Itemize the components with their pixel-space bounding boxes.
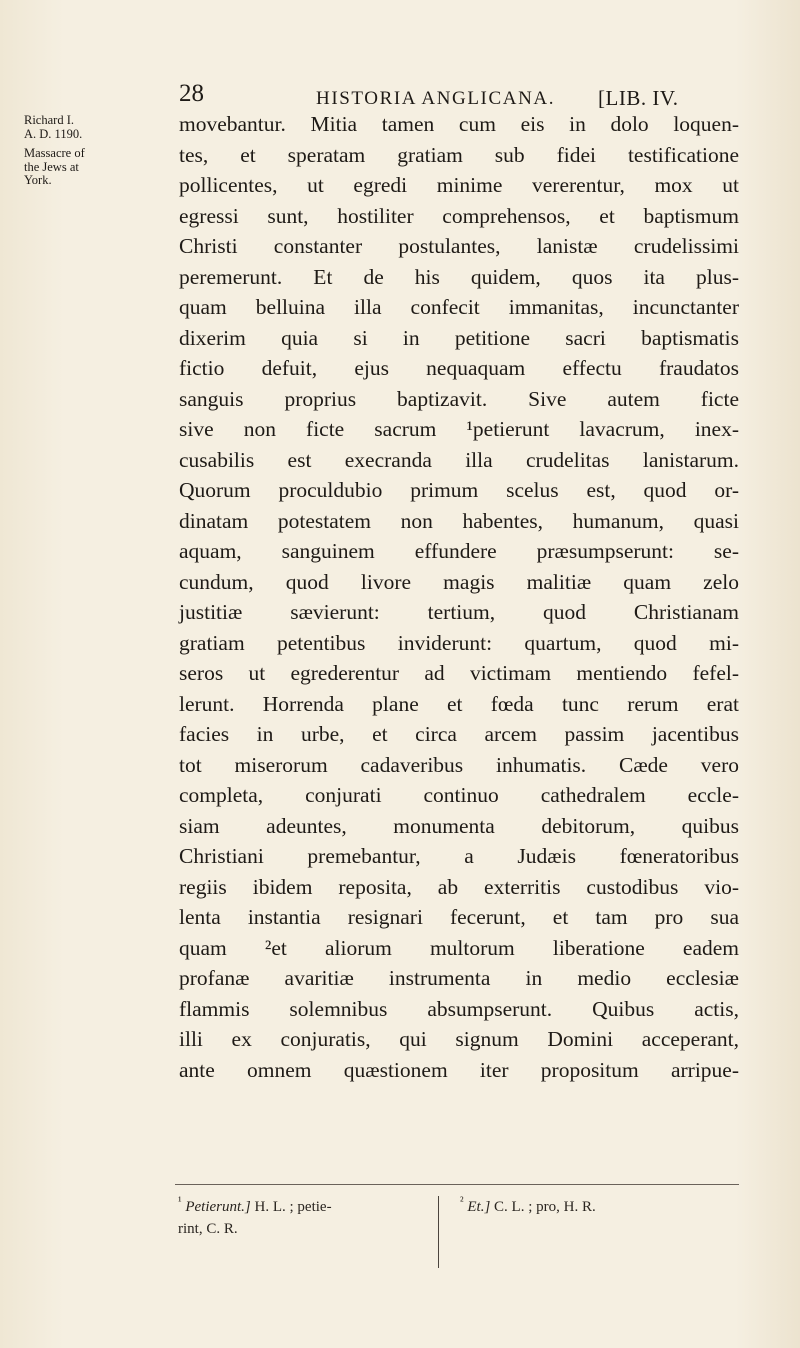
text-line: dinatam potestatem non habentes, humanum, quasi bbox=[179, 508, 739, 533]
footnote-text: C. L. ; pro, H. R. bbox=[490, 1199, 596, 1215]
footnote-marker: ¹ bbox=[178, 1194, 182, 1208]
text-line: egressi sunt, hostiliter comprehensos, et baptismum bbox=[179, 203, 739, 228]
footnote-column-divider bbox=[438, 1196, 439, 1268]
text-line: sive non ficte sacrum ¹petierunt lavacrum, inex- bbox=[179, 417, 739, 441]
text-line: quam ²et aliorum multorum liberatione eadem bbox=[179, 935, 739, 960]
text-line: pollicentes, ut egredi minime vererentur, mox ut bbox=[179, 173, 739, 197]
text-line: lerunt. Horrenda plane et fœda tunc rerum erat bbox=[179, 691, 739, 716]
text-line: profanæ avaritiæ instrumenta in medio ecclesiæ bbox=[179, 966, 739, 990]
footnote-1 bbox=[178, 1196, 426, 1240]
text-line: Christiani premebantur, a Judæis fœneratoribus bbox=[179, 844, 739, 868]
text-line: aquam, sanguinem effundere præsumpserunt: se- bbox=[179, 539, 739, 563]
footnote-separator bbox=[175, 1184, 739, 1185]
text-line: movebantur. Mitia tamen cum eis in dolo loquen- bbox=[179, 112, 739, 136]
footnote-text-continued: rint, C. R. bbox=[178, 1221, 238, 1237]
footnote-2 bbox=[460, 1196, 760, 1218]
text-line: sanguis proprius baptizavit. Sive autem ficte bbox=[179, 386, 739, 411]
text-line: tes, et speratam gratiam sub fidei testificatione bbox=[179, 142, 739, 167]
margin-note-line: Richard I. bbox=[24, 113, 74, 127]
margin-note-line: A. D. 1190. bbox=[24, 126, 83, 141]
text-line: gratiam petentibus inviderunt: quartum, quod mi- bbox=[179, 630, 739, 655]
margin-note-line: the Jews at bbox=[24, 159, 79, 174]
text-line: dixerim quia si in petitione sacri baptismatis bbox=[179, 325, 739, 350]
main-text bbox=[179, 109, 739, 1085]
text-line: cundum, quod livore magis malitiæ quam zelo bbox=[179, 569, 739, 594]
text-line: quam belluina illa confecit immanitas, incunctanter bbox=[179, 295, 739, 319]
text-line: siam adeuntes, monumenta debitorum, quibus bbox=[179, 813, 739, 838]
margin-note-topic bbox=[24, 147, 114, 188]
text-line: illi ex conjuratis, qui signum Domini acceperant, bbox=[179, 1027, 739, 1051]
book-reference: [LIB. IV. bbox=[598, 86, 679, 110]
text-line: regiis ibidem reposita, ab exterritis custodibus vio- bbox=[179, 874, 739, 899]
text-line: justitiæ sævierunt: tertium, quod Christianam bbox=[179, 600, 739, 624]
margin-note-date bbox=[24, 114, 114, 141]
text-line: completa, conjurati continuo cathedralem eccle- bbox=[179, 783, 739, 807]
text-line: fictio defuit, ejus nequaquam effectu fraudatos bbox=[179, 356, 739, 380]
footnote-lemma: Petierunt.] bbox=[185, 1199, 251, 1215]
text-line: seros ut egrederentur ad victimam mentiendo fefel- bbox=[179, 661, 739, 685]
text-line: facies in urbe, et circa arcem passim jacentibus bbox=[179, 722, 739, 746]
text-line: lenta instantia resignari fecerunt, et tam pro sua bbox=[179, 905, 739, 929]
page-number: 28 bbox=[179, 80, 204, 107]
text-line: tot miserorum cadaveribus inhumatis. Cæde vero bbox=[179, 752, 739, 777]
margin-note-line: Massacre of bbox=[24, 146, 85, 160]
text-line: flammis solemnibus absumpserunt. Quibus actis, bbox=[179, 996, 739, 1021]
footnote-lemma: Et.] bbox=[467, 1199, 491, 1215]
text-line: Christi constanter postulantes, lanistæ crudelissimi bbox=[179, 234, 739, 258]
text-line: peremerunt. Et de his quidem, quos ita plus- bbox=[179, 264, 739, 289]
running-title: HISTORIA ANGLICANA. bbox=[316, 88, 556, 109]
footnote-text: H. L. ; petie- bbox=[250, 1199, 332, 1215]
text-line: ante omnem quæstionem iter propositum arripue- bbox=[179, 1057, 739, 1082]
text-line: cusabilis est execranda illa crudelitas lanistarum. bbox=[179, 447, 739, 472]
text-line: Quorum proculdubio primum scelus est, quod or- bbox=[179, 478, 739, 502]
footnote-marker: ² bbox=[460, 1194, 464, 1208]
margin-notes bbox=[24, 114, 114, 194]
margin-note-line: York. bbox=[24, 173, 52, 187]
